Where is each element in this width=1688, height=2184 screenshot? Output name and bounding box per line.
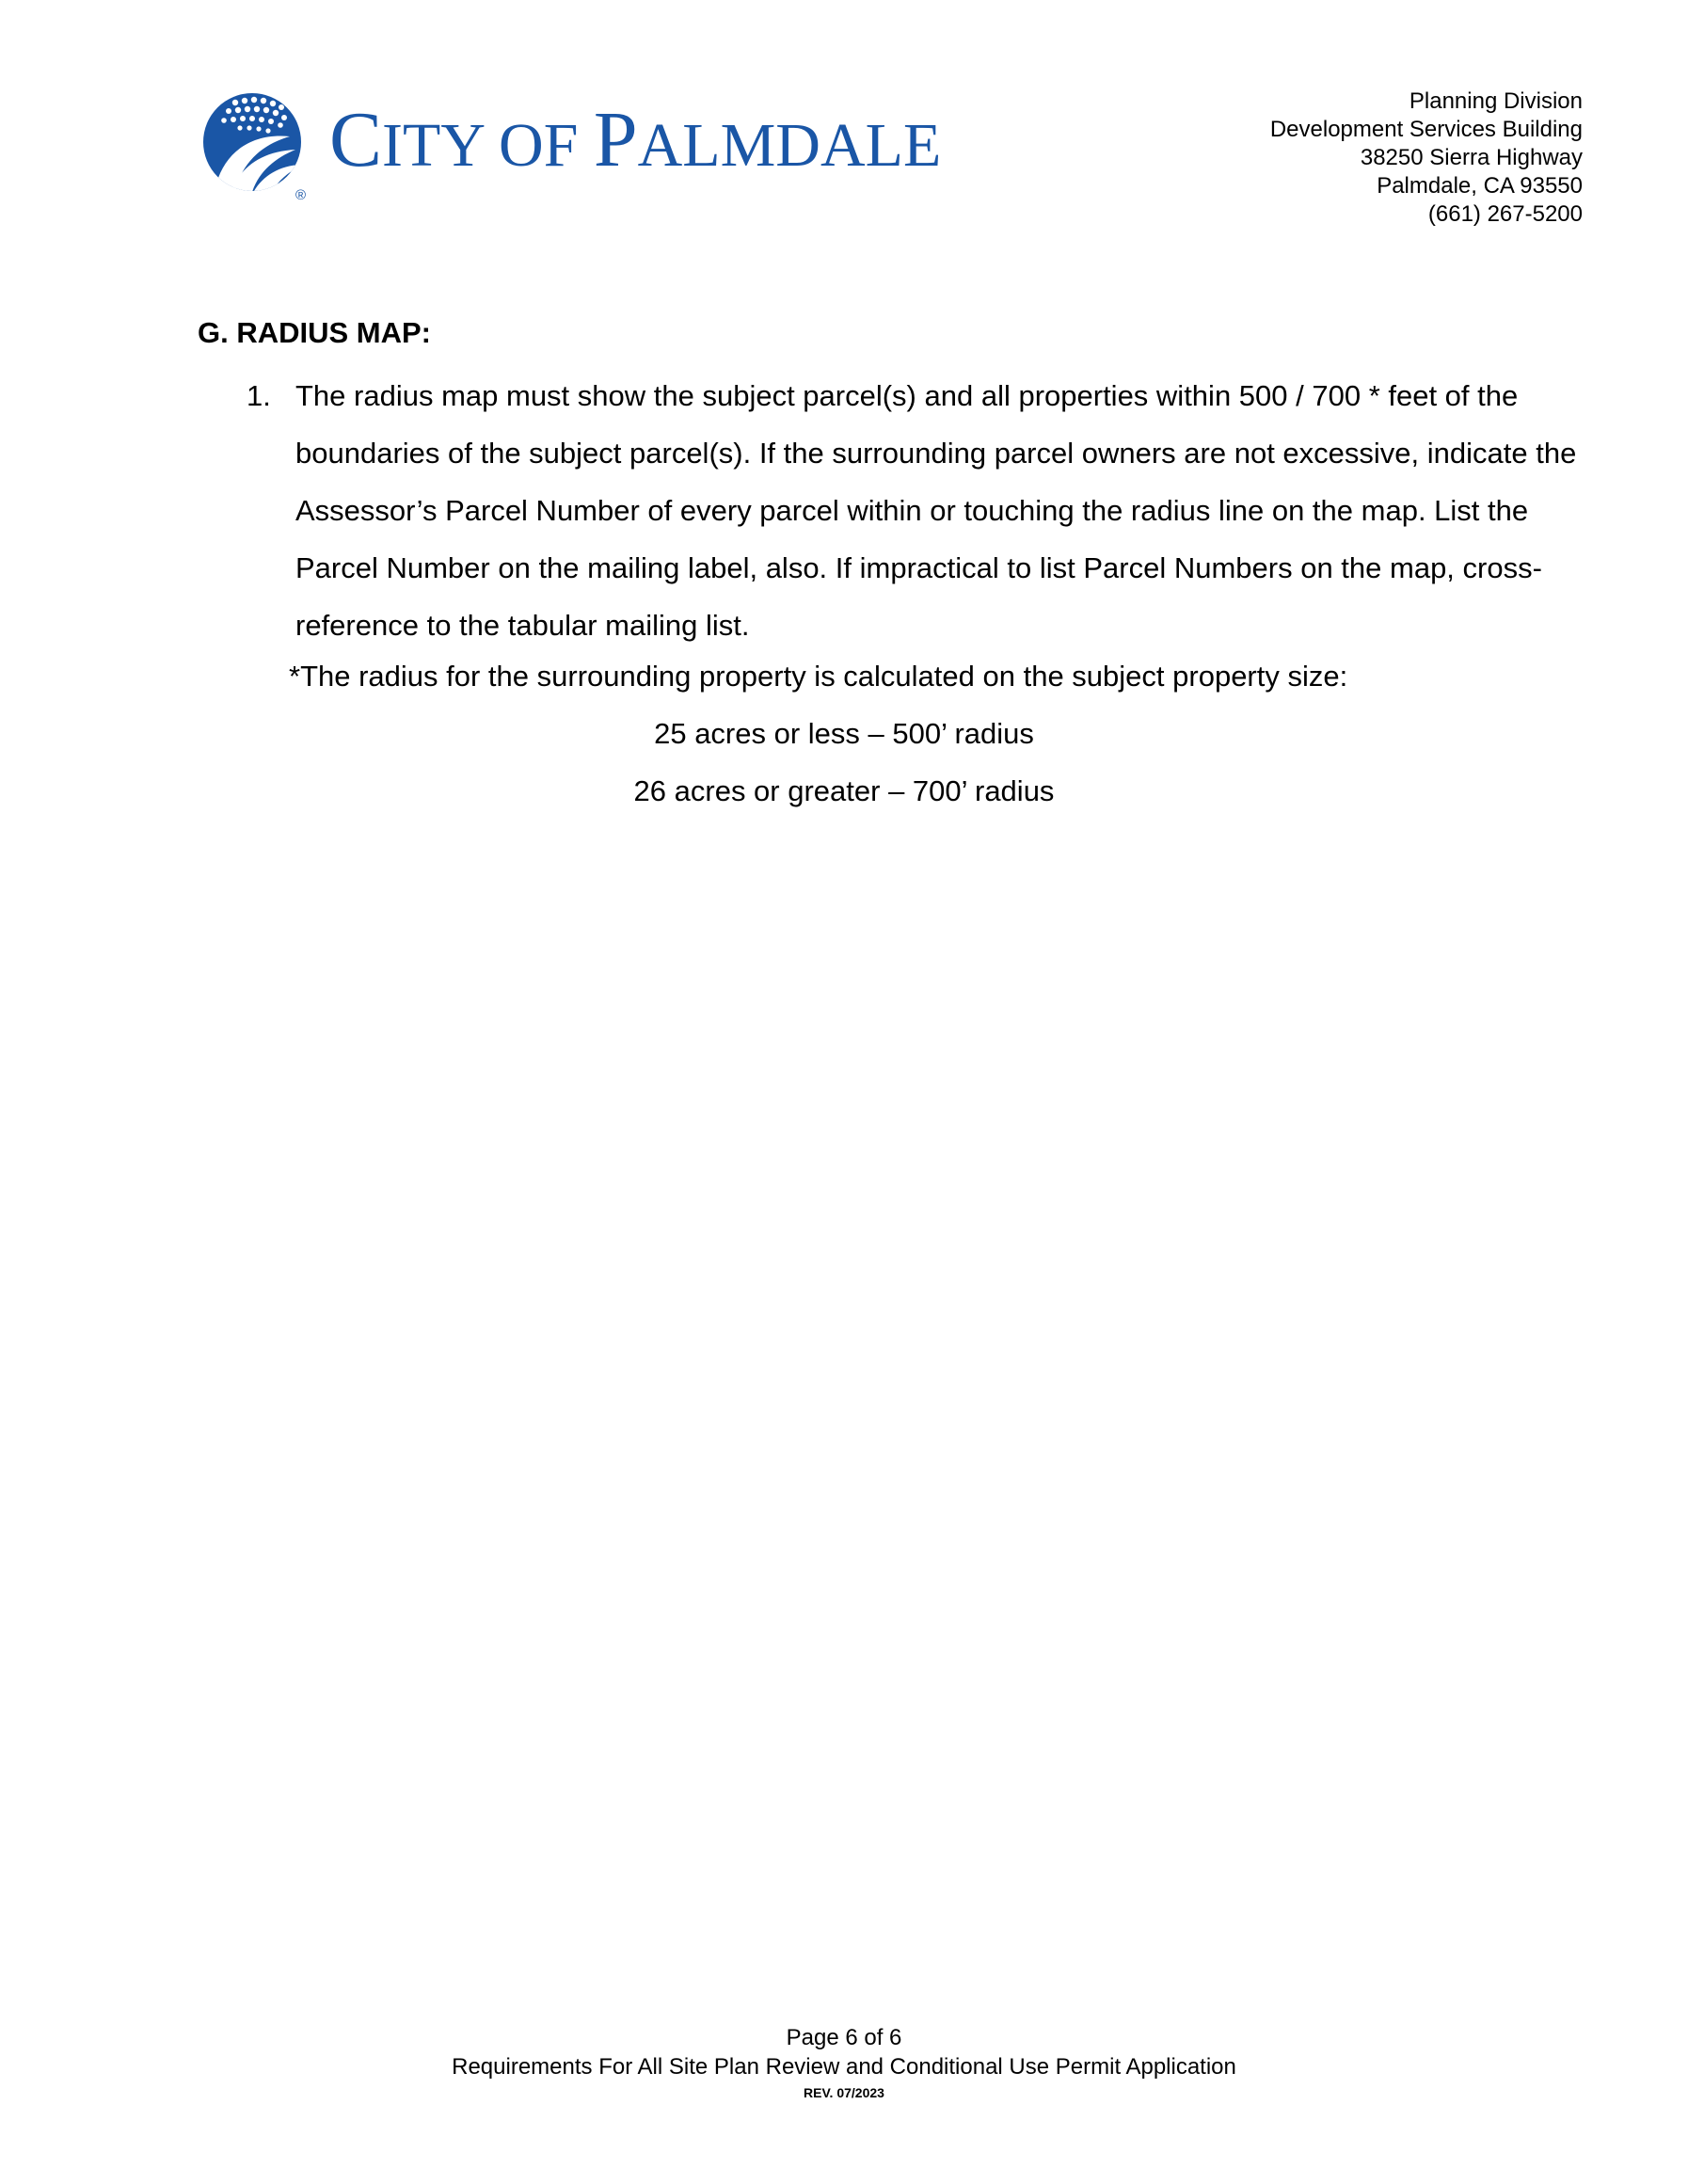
logo-letter: P	[593, 96, 638, 183]
logo-letters: ALMDALE	[637, 111, 942, 180]
address-line: 38250 Sierra Highway	[1360, 145, 1583, 170]
page-number: Page 6 of 6	[786, 2025, 902, 2050]
office-address	[1270, 88, 1583, 229]
list-item	[247, 367, 1592, 654]
section-heading: G. RADIUS MAP:	[198, 316, 431, 349]
radius-note: *The radius for the surrounding property is calculated on the subject property size:	[289, 660, 1348, 693]
phone-number: (661) 267-5200	[1427, 201, 1583, 227]
palm-sun-logo-icon	[198, 89, 318, 202]
city-logo-wordmark	[329, 96, 942, 183]
radius-rule: 26 acres or greater – 700’ radius	[633, 774, 1055, 807]
address-line: Development Services Building	[1269, 117, 1583, 142]
registered-mark: ®	[295, 187, 307, 202]
address-line: Palmdale, CA 93550	[1377, 173, 1583, 199]
radius-rule: 25 acres or less – 500’ radius	[654, 717, 1034, 750]
address-line: Planning Division	[1409, 88, 1583, 114]
city-logo	[198, 89, 1044, 202]
list-item-text: The radius map must show the subject parcel(s) and all properties within 500 / 700 * feet of the boundaries of the subject parcel(s). If the surrounding parcel owners are not excessive, indicate the Assessor’s Parcel Number of every parcel within or touching the radius line on the map. List the Parcel Number on the mailing label, also. If impractical to list Parcel Numbers on the map, cross-reference to the tabular mailing list.	[295, 379, 1577, 642]
logo-letters: ITY OF	[382, 111, 594, 180]
document-title: Requirements For All Site Plan Review and Conditional Use Permit Application	[452, 2054, 1236, 2080]
logo-letter: C	[329, 96, 383, 183]
list-item-number: 1.	[247, 379, 271, 412]
revision-label: REV. 07/2023	[804, 2085, 884, 2100]
